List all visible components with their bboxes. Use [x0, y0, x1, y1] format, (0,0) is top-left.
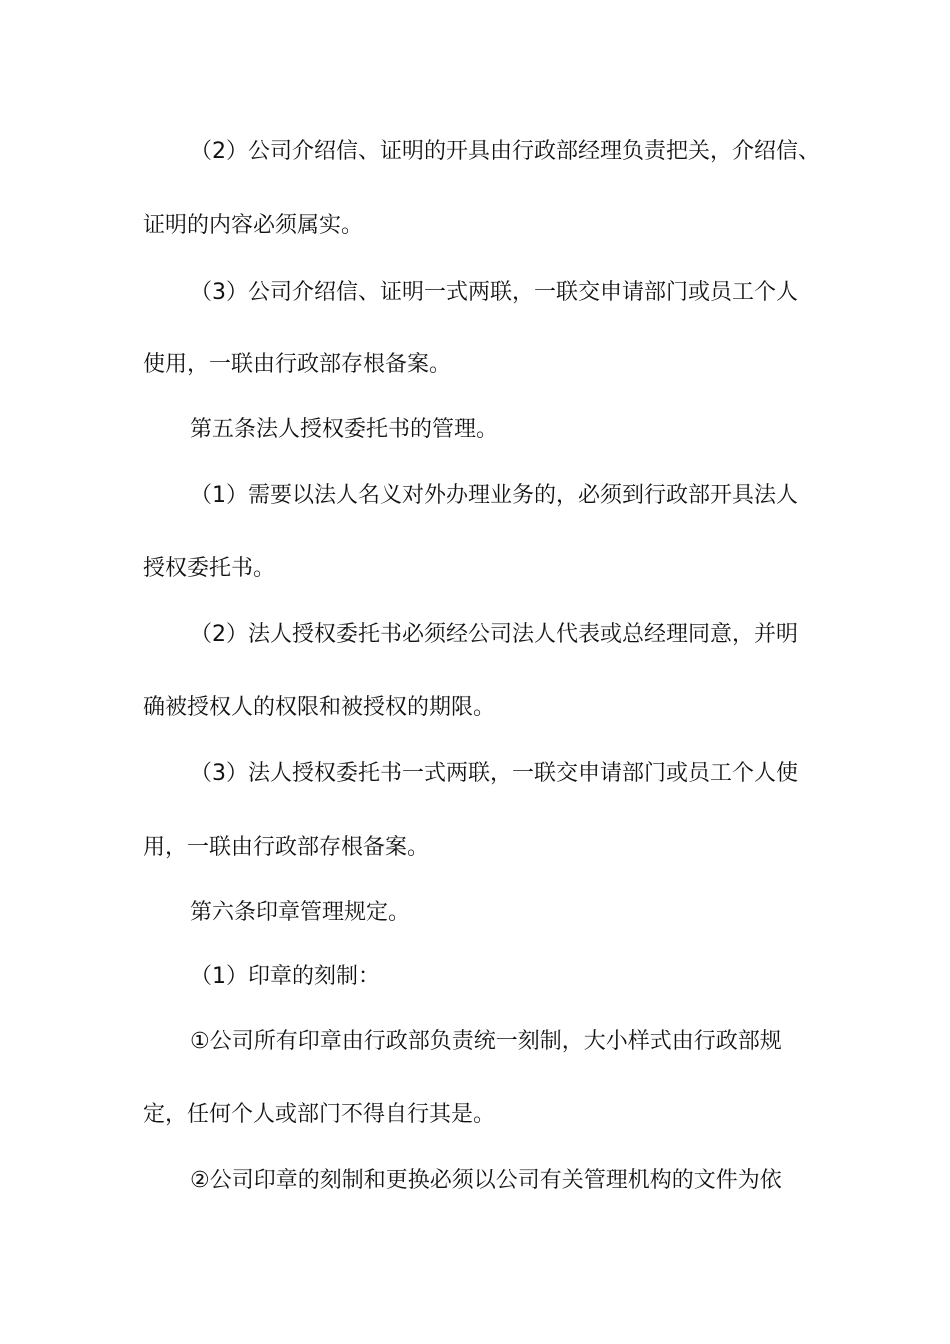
paragraph-line: （2）公司介绍信、证明的开具由行政部经理负责把关，介绍信、 [190, 139, 820, 164]
paragraph-line: （2）法人授权委托书必须经公司法人代表或总经理同意，并明 [190, 622, 798, 647]
paragraph-line: 定，任何个人或部门不得自行其是。 [143, 1102, 496, 1127]
paragraph-line: 授权委托书。 [143, 556, 276, 581]
paragraph-line: 用，一联由行政部存根备案。 [143, 835, 430, 860]
paragraph-line: 使用，一联由行政部存根备案。 [143, 352, 452, 377]
paragraph-line: （3）法人授权委托书一式两联，一联交申请部门或员工个人使 [190, 761, 798, 786]
paragraph-line: ①公司所有印章由行政部负责统一刻制，大小样式由行政部规 [190, 1029, 782, 1054]
section-heading: 第五条法人授权委托书的管理。 [190, 417, 499, 442]
paragraph-line: （1）印章的刻制： [190, 964, 380, 989]
paragraph-line: （3）公司介绍信、证明一式两联，一联交申请部门或员工个人 [190, 280, 798, 305]
paragraph-line: ②公司印章的刻制和更换必须以公司有关管理机构的文件为依 [190, 1168, 782, 1193]
paragraph-line: （1）需要以法人名义对外办理业务的，必须到行政部开具法人 [190, 483, 798, 508]
section-heading: 第六条印章管理规定。 [190, 900, 411, 925]
paragraph-line: 证明的内容必须属实。 [143, 213, 364, 238]
paragraph-line: 确被授权人的权限和被授权的期限。 [143, 695, 496, 720]
